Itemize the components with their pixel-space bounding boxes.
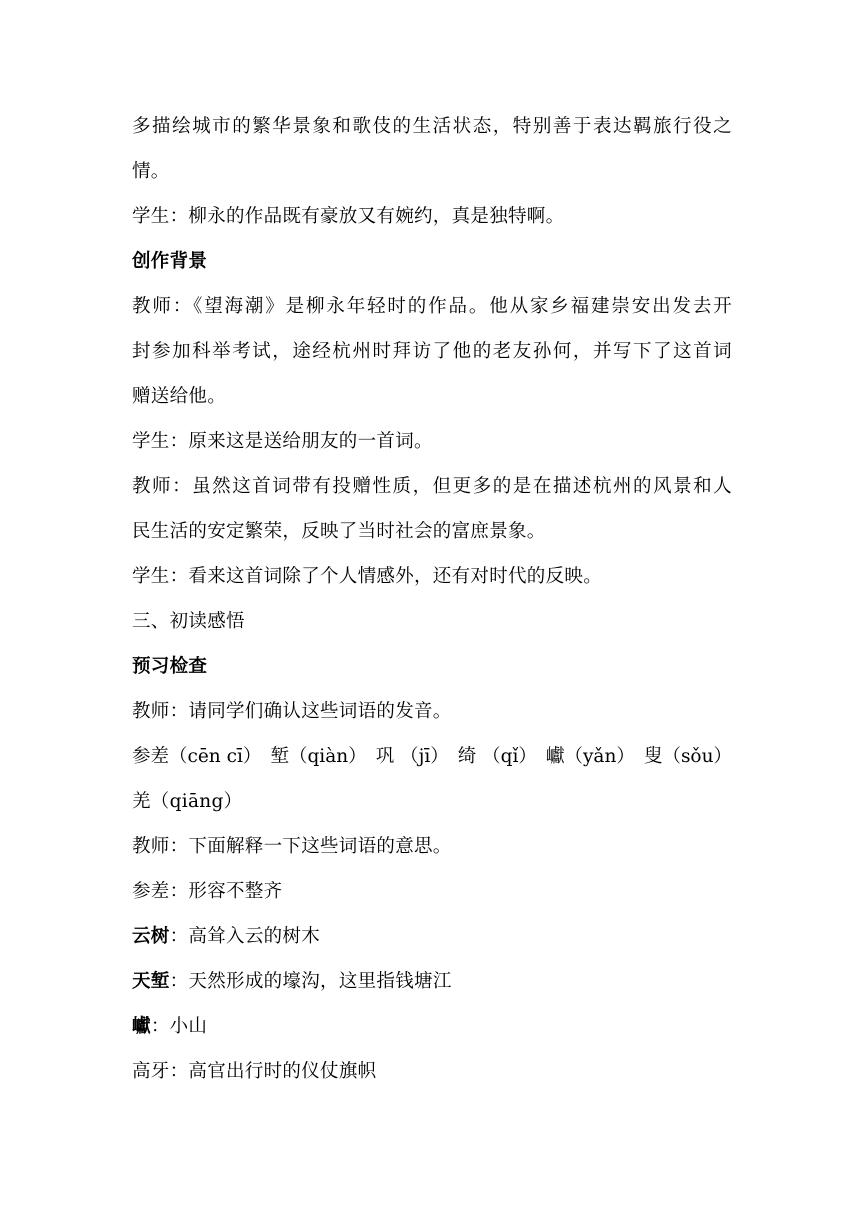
pinyin-item: 巩 （jī） (375, 746, 449, 767)
teacher-line: 教师：下面解释一下这些词语的意思。 (132, 836, 452, 857)
student-line: 学生：看来这首词除了个人情感外，还有对时代的反映。 (132, 566, 603, 587)
vocab-entry (132, 914, 732, 959)
vocab-definition: 小山 (169, 1016, 208, 1037)
vocab-definition: 高官出行时的仪仗旗帜 (188, 1061, 377, 1082)
vocab-term: 高牙 (132, 1061, 170, 1082)
paragraph-line: 多描绘城市的繁华景象和歌伎的生活状态，特别善于表达羁旅行役之 (132, 116, 732, 137)
paragraph-line: 赠送给他。 (132, 386, 227, 407)
vocab-entry (132, 869, 732, 914)
vocab-definition: 高耸入云的树木 (188, 926, 321, 947)
vocab-definition: 天然形成的壕沟，这里指钱塘江 (188, 971, 452, 992)
pinyin-item: 参差（cēn cī） (132, 746, 262, 767)
teacher-line: 教师：《望海潮》是柳永年轻时的作品。他从家乡福建崇安出发去开 (132, 296, 732, 317)
section-heading: 预习检查 (132, 656, 208, 677)
vocab-definition: 形容不整齐 (188, 881, 283, 902)
vocab-entry (132, 1049, 732, 1094)
vocab-separator: ： (169, 881, 189, 902)
pinyin-list (132, 734, 732, 779)
teacher-line: 教师：虽然这首词带有投赠性质，但更多的是在描述杭州的风景和人 (132, 476, 732, 497)
pinyin-item: 绮 （qǐ） (457, 746, 537, 767)
pinyin-item: 羌（qiāng） (132, 791, 243, 812)
vocab-term: 巘 (132, 1016, 151, 1037)
vocab-term: 参差 (132, 881, 170, 902)
section-label: 三、初读感悟 (132, 611, 245, 632)
teacher-line: 教师：请同学们确认这些词语的发音。 (132, 701, 452, 722)
vocab-term: 云树 (132, 926, 170, 947)
vocab-entry (132, 1004, 732, 1049)
vocab-separator: ： (169, 971, 189, 992)
vocab-separator: ： (150, 1016, 170, 1037)
paragraph-line: 封参加科举考试，途经杭州时拜访了他的老友孙何，并写下了这首词 (132, 341, 732, 362)
vocab-separator: ： (169, 1061, 189, 1082)
pinyin-item: 巘（yǎn） (545, 746, 635, 767)
student-line: 学生：柳永的作品既有豪放又有婉约，真是独特啊。 (132, 206, 565, 227)
vocab-separator: ： (169, 926, 189, 947)
vocab-entry (132, 959, 732, 1004)
document-body (132, 104, 732, 1094)
vocab-term: 天堑 (132, 971, 170, 992)
paragraph-line: 情。 (132, 161, 170, 182)
section-heading: 创作背景 (132, 251, 208, 272)
pinyin-item: 堑（qiàn） (270, 746, 367, 767)
pinyin-item: 叟（sǒu） (643, 746, 732, 767)
student-line: 学生：原来这是送给朋友的一首词。 (132, 431, 433, 452)
paragraph-line: 民生活的安定繁荣，反映了当时社会的富庶景象。 (132, 521, 546, 542)
